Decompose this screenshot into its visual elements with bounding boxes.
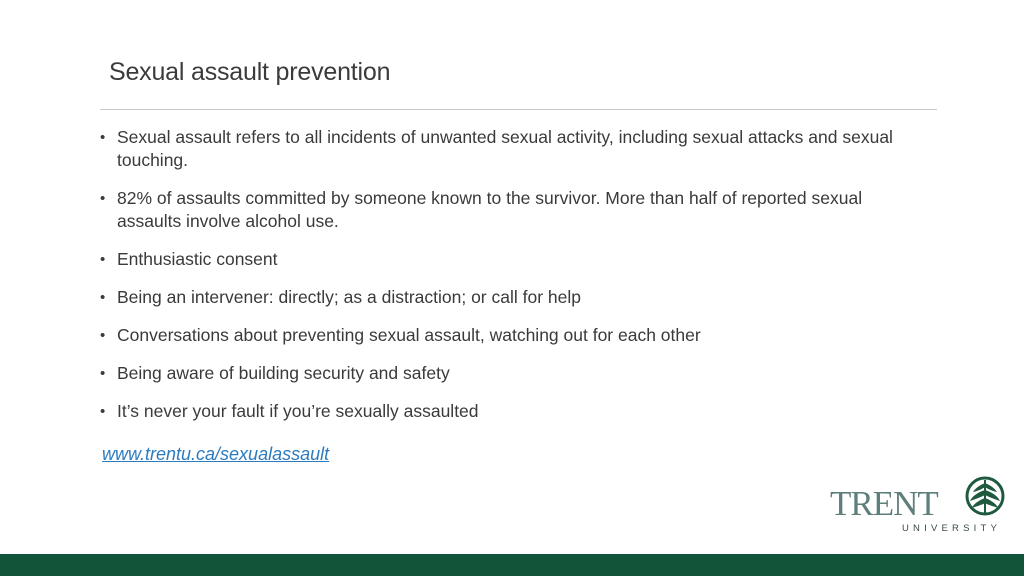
- bullet-dot-icon: •: [100, 251, 106, 268]
- bullet-text: 82% of assaults committed by someone known to the survivor. More than half of reported sexual assaults involve alcohol use.: [117, 188, 863, 231]
- sexual-assault-link[interactable]: www.trentu.ca/sexualassault: [102, 444, 330, 464]
- bullet-item: [100, 248, 930, 271]
- bullet-list: [100, 126, 930, 438]
- bullet-item: [100, 286, 930, 309]
- bullet-text: Conversations about preventing sexual assault, watching out for each other: [117, 325, 701, 345]
- bullet-dot-icon: •: [100, 129, 106, 146]
- bullet-dot-icon: •: [100, 327, 106, 344]
- bullet-dot-icon: •: [100, 365, 106, 382]
- bullet-dot-icon: •: [100, 190, 106, 207]
- bullet-item: [100, 187, 930, 233]
- bullet-dot-icon: •: [100, 403, 106, 420]
- bullet-item: [100, 126, 930, 172]
- logo-wordmark: TRENT: [830, 484, 938, 523]
- bullet-text: Enthusiastic consent: [117, 249, 278, 269]
- logo-subtitle: UNIVERSITY: [902, 523, 1002, 534]
- bullet-dot-icon: •: [100, 289, 106, 306]
- title-divider: [100, 109, 937, 110]
- bullet-item: [100, 324, 930, 347]
- slide-title: Sexual assault prevention: [109, 58, 391, 86]
- bullet-item: [100, 400, 930, 423]
- bullet-text: It’s never your fault if you’re sexually assaulted: [117, 401, 479, 421]
- trent-university-logo: [826, 476, 1012, 538]
- bullet-text: Being aware of building security and safety: [117, 363, 450, 383]
- bullet-item: [100, 362, 930, 385]
- footer-bar: [0, 554, 1024, 576]
- bullet-text: Sexual assault refers to all incidents of unwanted sexual activity, including sexual attacks and sexual touching.: [117, 127, 893, 170]
- bullet-text: Being an intervener: directly; as a distraction; or call for help: [117, 287, 581, 307]
- trent-tree-emblem-icon: [967, 478, 1003, 514]
